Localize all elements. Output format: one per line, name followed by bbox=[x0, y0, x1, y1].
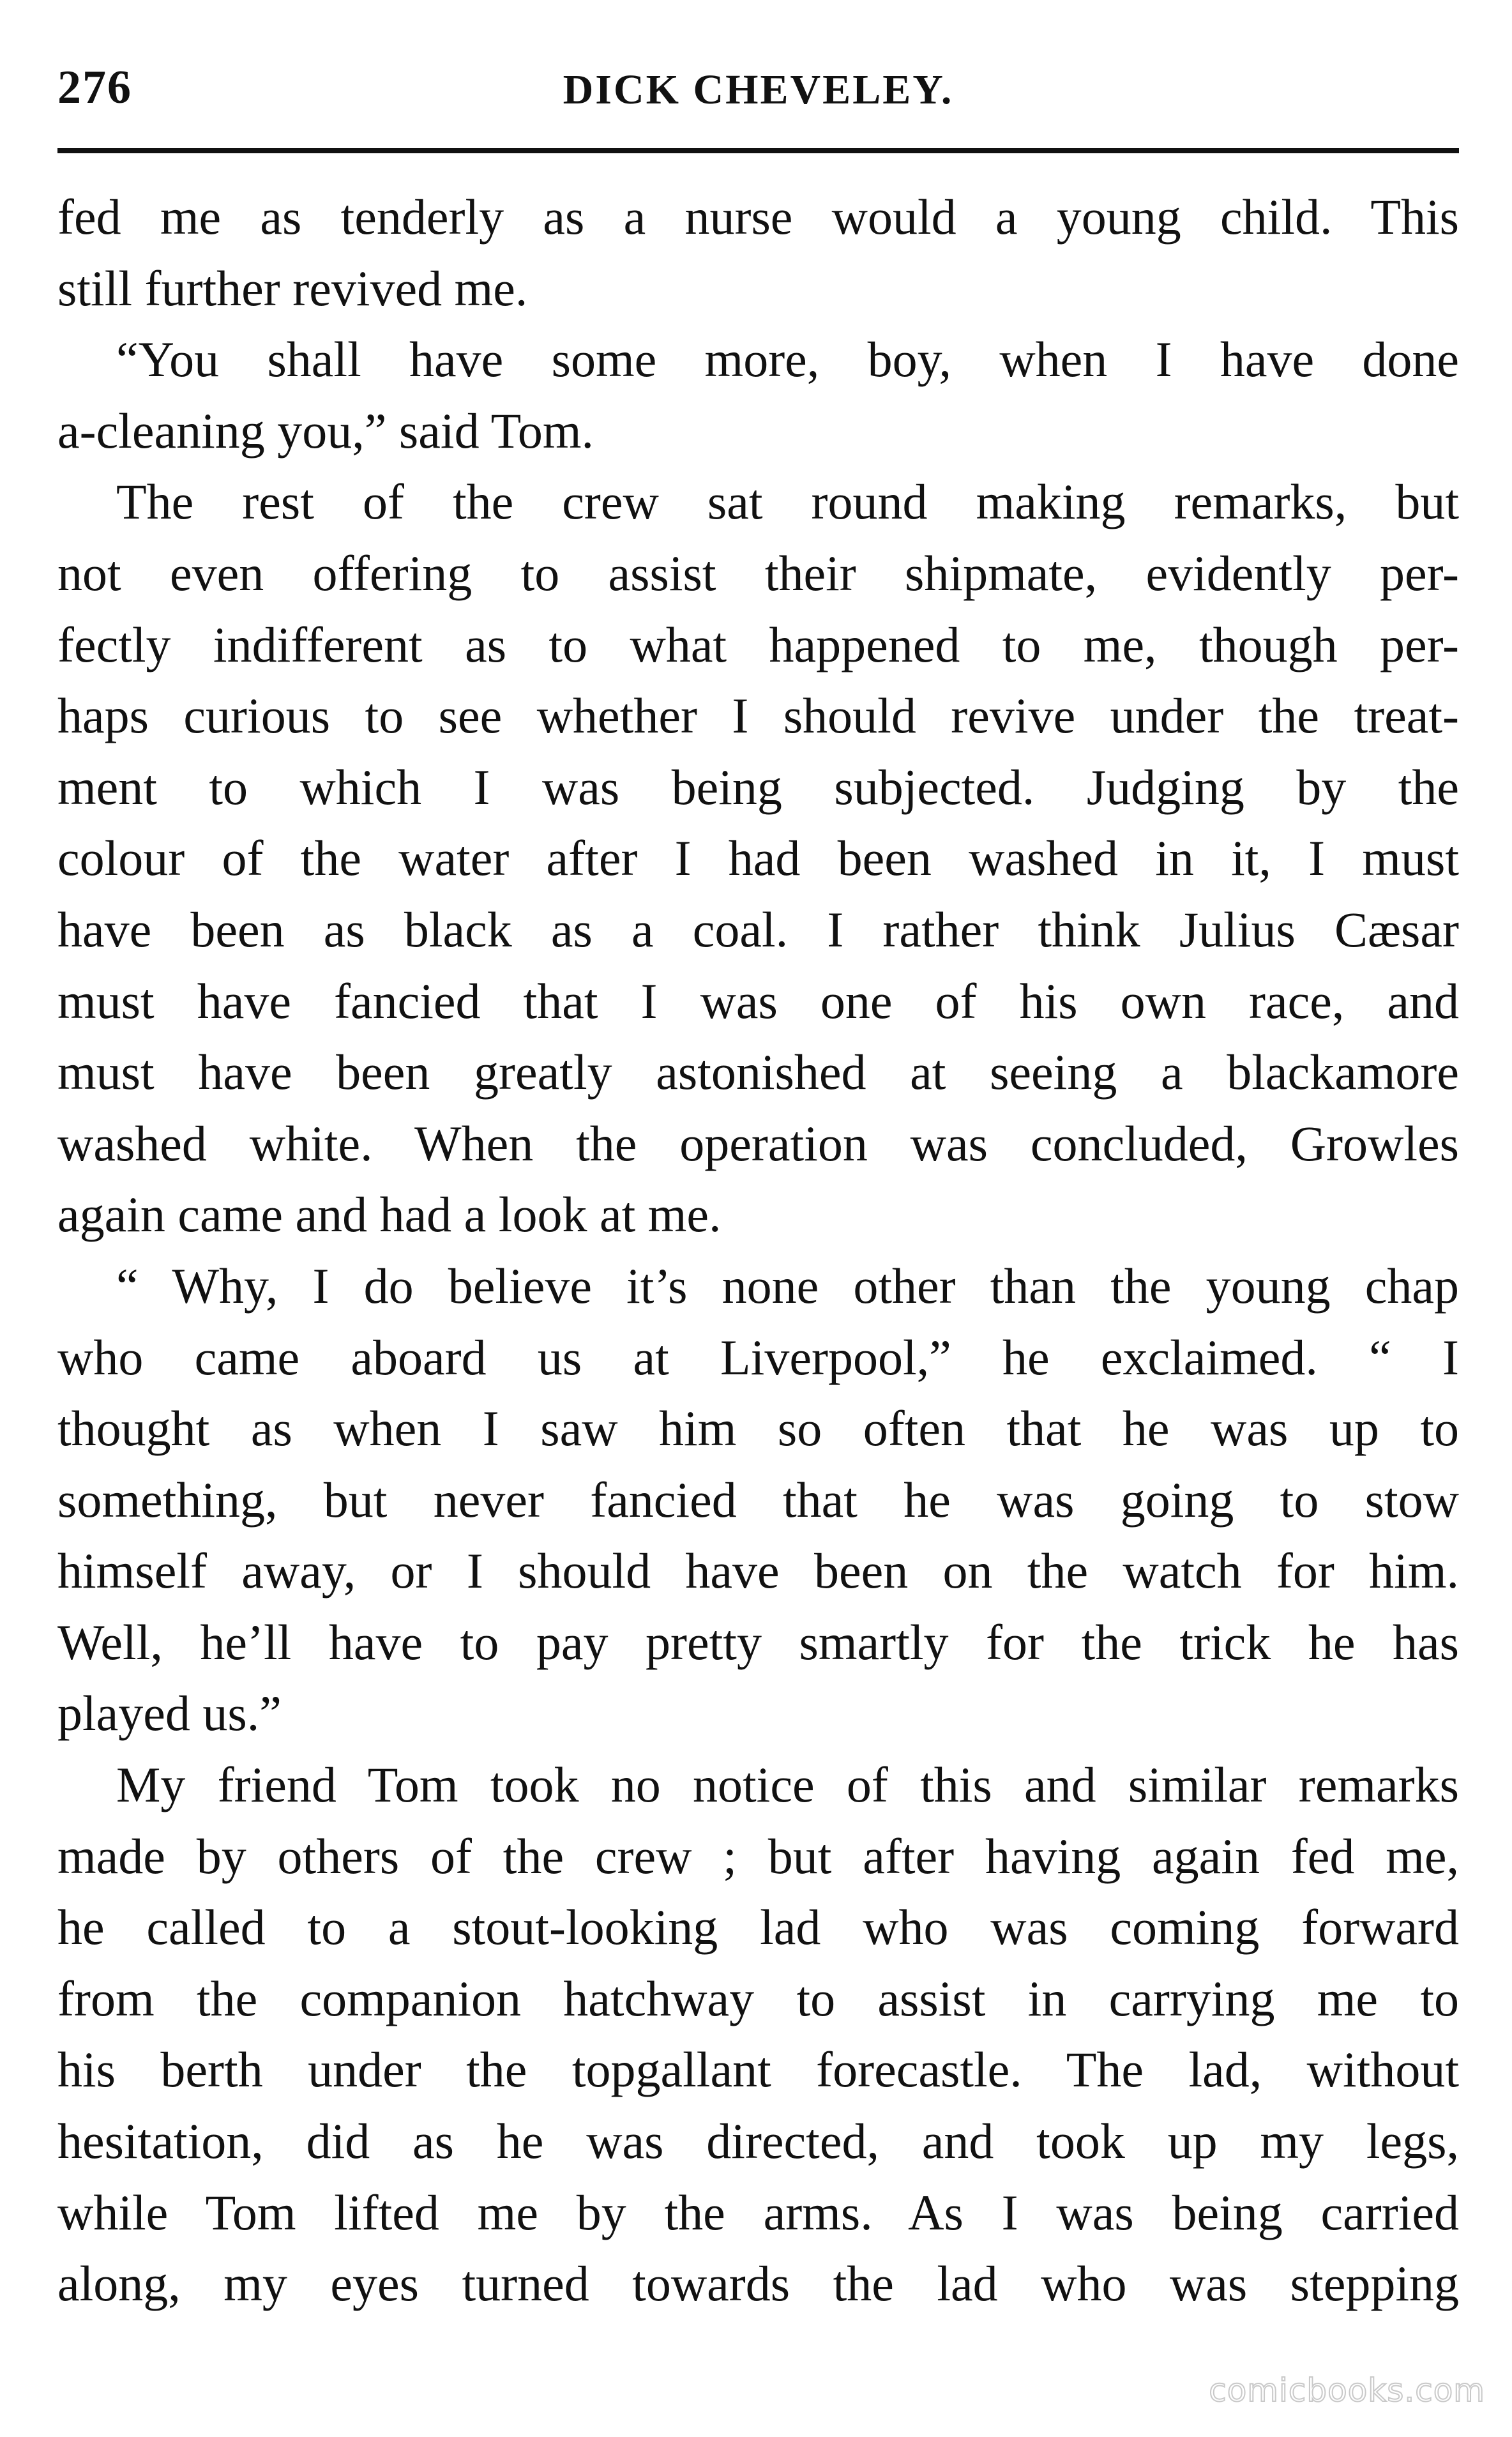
text-line: My friend Tom took no notice of this and similar remarks bbox=[116, 1757, 1459, 1813]
text-line: still further revived me. bbox=[57, 260, 528, 316]
text-line: thought as when I saw him so often that he was up to bbox=[57, 1401, 1459, 1457]
text-line: have been as black as a coal. I rather think Julius Cæsar bbox=[57, 901, 1459, 957]
text-line: ment to which I was being subjected. Judging by the bbox=[57, 759, 1459, 815]
text-line: haps curious to see whether I should revive under the treat- bbox=[57, 688, 1459, 744]
text-line: he called to a stout-looking lad who was coming forward bbox=[57, 1899, 1459, 1955]
text-line: hesitation, did as he was directed, and took up my legs, bbox=[57, 2113, 1459, 2169]
text-line: “You shall have some more, boy, when I have done bbox=[116, 331, 1459, 388]
text-line: must have been greatly astonished at seeing a blackamore bbox=[57, 1044, 1459, 1100]
text-line: played us.” bbox=[57, 1685, 282, 1742]
text-line: made by others of the crew ; but after having again fed me, bbox=[57, 1828, 1459, 1884]
text-line: “ Why, I do believe it’s none other than the young chap bbox=[116, 1257, 1459, 1314]
header-rule bbox=[57, 148, 1459, 153]
text-line: again came and had a look at me. bbox=[57, 1187, 722, 1243]
text-line: along, my eyes turned towards the lad who was stepping bbox=[57, 2256, 1459, 2312]
text-line: must have fancied that I was one of his own race, and bbox=[57, 973, 1459, 1029]
watermark-logo: comicbooks.com bbox=[1209, 2372, 1485, 2409]
text-line: The rest of the crew sat round making remarks, but bbox=[116, 474, 1459, 530]
text-line: something, but never fancied that he was going to stow bbox=[57, 1471, 1459, 1528]
page-number: 276 bbox=[57, 61, 132, 114]
text-line: Well, he’ll have to pay pretty smartly for the trick he has bbox=[57, 1614, 1459, 1670]
text-line: not even offering to assist their shipmate, evidently per- bbox=[57, 545, 1459, 601]
text-line: his berth under the topgallant forecastle. The lad, without bbox=[57, 2042, 1459, 2098]
text-line: colour of the water after I had been washed in it, I must bbox=[57, 830, 1459, 886]
text-line: himself away, or I should have been on the watch for him. bbox=[57, 1543, 1459, 1599]
text-line: while Tom lifted me by the arms. As I was being carried bbox=[57, 2184, 1459, 2240]
text-line: a-cleaning you,” said Tom. bbox=[57, 402, 594, 459]
text-line: washed white. When the operation was concluded, Growles bbox=[57, 1115, 1459, 1171]
text-line: fectly indifferent as to what happened to me, though per- bbox=[57, 616, 1459, 672]
text-line: who came aboard us at Liverpool,” he exclaimed. “ I bbox=[57, 1329, 1459, 1385]
running-head: DICK CHEVELEY. bbox=[563, 66, 954, 113]
text-line: from the companion hatchway to assist in carrying me to bbox=[57, 1970, 1459, 2026]
body-text bbox=[57, 181, 1459, 2319]
page-header bbox=[57, 61, 1459, 137]
text-line: fed me as tenderly as a nurse would a young child. This bbox=[57, 189, 1459, 245]
